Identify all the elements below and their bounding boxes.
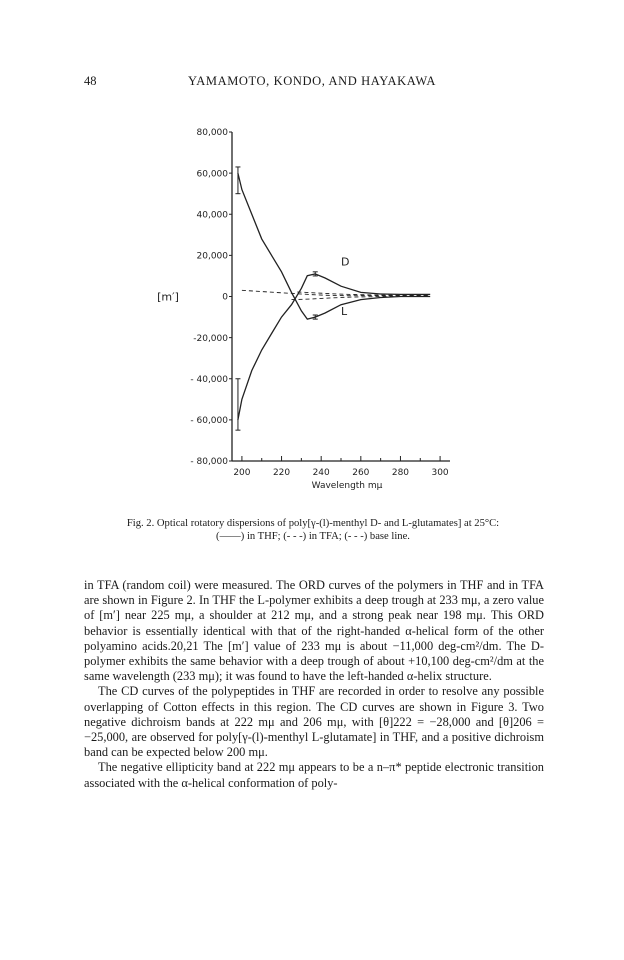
y-tick-label: - 40,000 bbox=[190, 374, 228, 385]
y-tick-label: - 80,000 bbox=[190, 457, 228, 468]
y-tick-label: 0 bbox=[222, 292, 228, 303]
x-tick-label: 300 bbox=[431, 468, 449, 478]
curve-label-D: D bbox=[341, 255, 350, 269]
y-axis-label: [m′] bbox=[157, 290, 179, 304]
figure-caption bbox=[78, 517, 548, 543]
x-tick-label: 280 bbox=[391, 468, 410, 478]
running-head: YAMAMOTO, KONDO, AND HAYAKAWA bbox=[187, 74, 436, 88]
y-tick-label: -20,000 bbox=[193, 333, 228, 344]
y-tick-label: - 60,000 bbox=[190, 416, 228, 427]
caption-line-2: (——) in THF; (- - -) in TFA; (- - -) base line. bbox=[216, 531, 410, 542]
y-tick-label: 40,000 bbox=[196, 210, 228, 221]
caption-line-1: Fig. 2. Optical rotatory dispersions of poly[γ-(l)-menthyl D- and L-glutamates] at 25°C: bbox=[126, 518, 500, 529]
x-axis-label: Wavelength mμ bbox=[311, 481, 383, 491]
paragraph-2: The CD curves of the polypeptides in THF are recorded in order to resolve any possible overlapping of Cotton effects in this region. The CD curves are shown in Figure 3. Two negative dichroism bands at 222 mμ and 206 mμ, with [θ]222 = −28,000 and [θ]206 = −25,000, are observed for poly[γ-(l)-menthyl L-glutamate] in THF, and a positive dichroism band can be expected below 200 mμ. bbox=[84, 684, 544, 760]
y-tick-label: 20,000 bbox=[196, 251, 228, 262]
x-tick-label: 240 bbox=[312, 468, 330, 478]
x-tick-label: 220 bbox=[272, 468, 291, 478]
body-text bbox=[84, 578, 544, 791]
y-tick-label: 60,000 bbox=[196, 169, 228, 180]
x-tick-label: 200 bbox=[233, 468, 251, 478]
series-L-curve bbox=[238, 173, 430, 319]
paragraph-3: The negative ellipticity band at 222 mμ appears to be a n–π* peptide electronic transition associated with the α-helical conformation of poly- bbox=[84, 760, 544, 790]
y-tick-label: 80,000 bbox=[196, 128, 228, 139]
x-tick-label: 260 bbox=[352, 468, 370, 478]
page-number: 48 bbox=[84, 74, 97, 88]
curve-label-L: L bbox=[341, 305, 348, 319]
paragraph-1: in TFA (random coil) were measured. The ORD curves of the polymers in THF and in TFA are shown in Figure 2. In THF the L-polymer exhibits a deep trough at 233 mμ, a zero value of [m′] near 225 mμ, a shoulder at 212 mμ, and a strong peak near 198 mμ. This ORD behavior is essentially identical with that of the right-handed α-helical form of the other polyamino acids.20,21 The [m′] value of 233 mμ is about −11,000 deg-cm²/dm. The D-polymer exhibits the same behavior with a deep trough of about +10,100 deg-cm²/dm at the same wavelength (233 mμ); it was found to have the left-handed α-helix structure. bbox=[84, 578, 544, 684]
